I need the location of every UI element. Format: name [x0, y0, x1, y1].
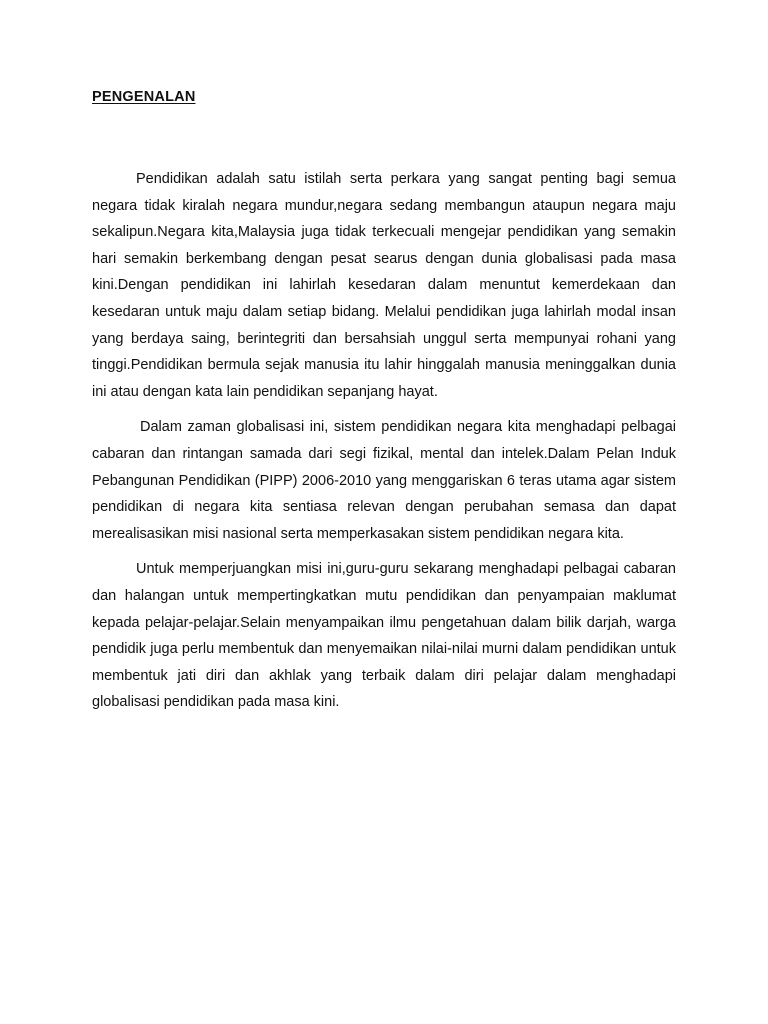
paragraph-globalisation: Dalam zaman globalisasi ini, sistem pendidikan negara kita menghadapi pelbagai cabaran dan rintangan samada dari segi fizikal, mental dan intelek.Dalam Pelan Induk Pebangunan Pendidikan (PIPP) 2006-2010 yang menggariskan 6 teras utama agar sistem pendidikan di negara kita sentiasa relevan dengan perubahan semasa dan dapat merealisasikan misi nasional serta memperkasakan sistem pendidikan negara kita. [92, 419, 676, 542]
document-body [92, 166, 676, 725]
section-heading: PENGENALAN [92, 89, 196, 105]
paragraph-teachers: Untuk memperjuangkan misi ini,guru-guru sekarang menghadapi pelbagai cabaran dan halangan untuk mempertingkatkan mutu pendidikan dan penyampaian maklumat kepada pelajar-pelajar.Selain menyampaikan ilmu pengetahuan dalam bilik darjah, warga pendidik juga perlu membentuk dan menyemaikan nilai-nilai murni dalam pendidikan untuk membentuk jati diri dan akhlak yang terbaik dalam diri pelajar dalam menghadapi globalisasi pendidikan pada masa kini. [92, 561, 676, 711]
paragraph-intro: Pendidikan adalah satu istilah serta perkara yang sangat penting bagi semua negara tidak kiralah negara mundur,negara sedang membangun ataupun negara maju sekalipun.Negara kita,Malaysia juga tidak terkecuali mengejar pendidikan yang semakin hari semakin berkembang dengan pesat searus dengan dunia globalisasi pada masa kini.Dengan pendidikan ini lahirlah kesedaran dalam menuntut kemerdekaan dan kesedaran untuk maju dalam setiap bidang. Melalui pendidikan juga lahirlah modal insan yang berdaya saing, berintegriti dan bersahsiah unggul serta mempunyai rohani yang tinggi.Pendidikan bermula sejak manusia itu lahir hinggalah manusia meninggalkan dunia ini atau dengan kata lain pendidikan sepanjang hayat. [92, 171, 676, 400]
